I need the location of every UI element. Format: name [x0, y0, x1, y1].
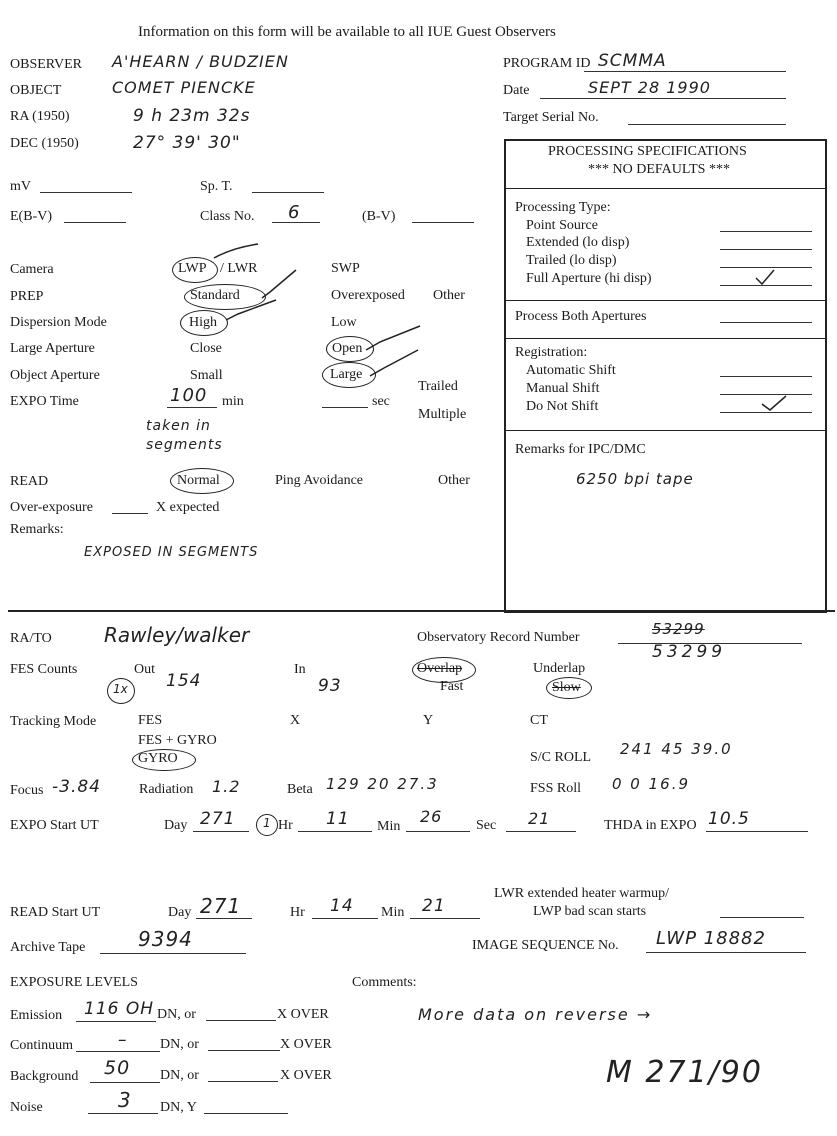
radiation-label: Radiation: [139, 782, 194, 797]
camera-label: Camera: [10, 262, 54, 277]
exposure-levels-label: EXPOSURE LEVELS: [10, 975, 138, 990]
swp-option: SWP: [331, 261, 360, 276]
radiation-value: 1.2: [212, 777, 241, 796]
ipc-remarks-label: Remarks for IPC/DMC: [515, 442, 646, 457]
high-option: High: [189, 315, 217, 330]
fes-gyro-option: FES + GYRO: [138, 733, 217, 748]
tracking-mode-label: Tracking Mode: [10, 714, 97, 729]
prep-check-icon: [262, 270, 296, 298]
focus-label: Focus: [10, 783, 44, 798]
overexposed-option: Overexposed: [331, 288, 405, 303]
class-no-value: 6: [288, 202, 301, 223]
registration-no-shift: Do Not Shift: [526, 399, 599, 414]
ct-label: CT: [530, 713, 548, 728]
large-check-icon: [370, 350, 418, 376]
large-aperture-label: Large Aperture: [10, 341, 95, 356]
continuum-dn-label: DN, or: [160, 1037, 199, 1052]
ra-label: RA (1950): [10, 109, 70, 124]
expo-mark: 1: [263, 816, 271, 830]
dec-value: 27° 39' 30": [133, 133, 241, 153]
processing-title: PROCESSING SPECIFICATIONS: [548, 144, 747, 159]
form-header: Information on this form will be available to all IUE Guest Observers: [138, 24, 556, 40]
observer-label: OBSERVER: [10, 57, 83, 72]
over-exposure-label: Over-exposure: [10, 500, 93, 515]
ra-value: 9 h 23m 32s: [133, 106, 251, 126]
object-aperture-label: Object Aperture: [10, 368, 100, 383]
read-min-value: 21: [422, 896, 446, 916]
expo-hr-value: 11: [326, 809, 350, 829]
object-value: COMET PIENCKE: [112, 78, 256, 97]
lwp-option: LWP: [178, 261, 207, 276]
expo-min-label: Min: [377, 819, 401, 834]
expo-hr-label: Hr: [278, 818, 293, 833]
emission-label: Emission: [10, 1008, 63, 1023]
obs-record-struck: 53299: [652, 620, 705, 638]
sc-roll-value: 241 45 39.0: [620, 740, 733, 758]
expo-note: taken in segments: [146, 418, 223, 453]
spt-label: Sp. T.: [200, 179, 233, 194]
x-expected-label: X expected: [156, 500, 220, 515]
comments-label: Comments:: [352, 975, 417, 990]
min-label: min: [222, 394, 244, 409]
fes-out-label: Out: [134, 662, 155, 677]
processing-type-trailed: Trailed (lo disp): [526, 253, 617, 268]
fes-option: FES: [138, 713, 163, 728]
process-both-label: Process Both Apertures: [515, 309, 647, 324]
noise-dn-label: DN, Y: [160, 1100, 197, 1115]
signature: M 271/90: [606, 1055, 763, 1090]
gyro-option: GYRO: [138, 751, 178, 766]
archive-tape-label: Archive Tape: [10, 940, 86, 955]
focus-value: -3.84: [52, 777, 101, 797]
prep-other-option: Other: [433, 288, 465, 303]
fes-in-value: 93: [318, 676, 342, 696]
processing-type-point: Point Source: [526, 218, 598, 233]
expo-time-label: EXPO Time: [10, 394, 79, 409]
overlap-option: Overlap: [417, 661, 463, 676]
bv-label: (B-V): [362, 209, 396, 224]
close-option: Close: [190, 341, 222, 356]
slow-option: Slow: [552, 680, 581, 695]
lwr-option: / LWR: [220, 261, 258, 276]
continuum-value: –: [118, 1030, 128, 1050]
lwr-heater-label: LWR extended heater warmup/: [494, 886, 670, 901]
comment-value: More data on reverse →: [418, 1005, 653, 1024]
class-no-label: Class No.: [200, 209, 255, 224]
expo-min-value: 26: [420, 807, 443, 826]
beta-value: 129 20 27.3: [326, 775, 439, 793]
fss-roll-value: 0 0 16.9: [612, 775, 691, 793]
open-check-icon: [366, 326, 420, 350]
multiple-option: Multiple: [418, 407, 467, 422]
ebv-label: E(B-V): [10, 209, 52, 224]
date-value: SEPT 28 1990: [588, 78, 711, 97]
read-min-label: Min: [381, 905, 405, 920]
read-hr-value: 14: [330, 896, 354, 916]
large-option: Large: [330, 367, 363, 382]
fss-roll-label: FSS Roll: [530, 781, 581, 796]
date-label: Date: [503, 83, 530, 98]
thda-label: THDA in EXPO: [604, 818, 697, 833]
expo-start-label: EXPO Start UT: [10, 818, 99, 833]
fes-counts-label: FES Counts: [10, 662, 78, 677]
normal-option: Normal: [177, 473, 220, 488]
image-seq-label: IMAGE SEQUENCE No.: [472, 938, 619, 953]
background-dn-label: DN, or: [160, 1068, 199, 1083]
read-label: READ: [10, 474, 49, 489]
sc-roll-label: S/C ROLL: [530, 750, 592, 765]
obs-record-value: 53299: [652, 642, 727, 662]
remarks-label: Remarks:: [10, 522, 64, 537]
expo-sec-value: 21: [528, 809, 551, 828]
registration-manual: Manual Shift: [526, 381, 600, 396]
registration-label: Registration:: [515, 345, 588, 360]
expo-time-value: 100: [170, 385, 208, 406]
expo-day-label: Day: [164, 818, 188, 833]
lwp-bad-label: LWP bad scan starts: [533, 904, 647, 919]
continuum-x-over-label: X OVER: [280, 1037, 332, 1052]
beta-label: Beta: [287, 782, 313, 797]
sec-label: sec: [372, 394, 390, 409]
fes-out-mark: 1x: [113, 682, 128, 696]
background-x-over-label: X OVER: [280, 1068, 332, 1083]
y-label: Y: [423, 713, 434, 728]
underlap-option: Underlap: [533, 661, 586, 676]
noise-value: 3: [118, 1088, 132, 1112]
emission-dn-label: DN, or: [157, 1007, 196, 1022]
program-id-value: SCMMA: [598, 51, 667, 71]
small-option: Small: [190, 368, 223, 383]
background-label: Background: [10, 1069, 79, 1084]
low-option: Low: [331, 315, 357, 330]
emission-value: 116 OH: [84, 999, 155, 1019]
target-serial-label: Target Serial No.: [503, 110, 599, 125]
mv-label: mV: [10, 179, 31, 194]
archive-tape-value: 9394: [138, 927, 193, 951]
processing-type-full: Full Aperture (hi disp): [526, 271, 652, 286]
prep-label: PREP: [10, 289, 44, 304]
thda-value: 10.5: [708, 809, 750, 829]
ra-to-value: Rawley/walker: [104, 623, 250, 647]
dispersion-label: Dispersion Mode: [10, 315, 107, 330]
camera-check-icon: [214, 244, 258, 258]
x-label: X: [290, 713, 301, 728]
noise-label: Noise: [10, 1100, 43, 1115]
read-day-label: Day: [168, 905, 192, 920]
read-day-value: 271: [200, 894, 242, 918]
dec-label: DEC (1950): [10, 136, 79, 151]
continuum-label: Continuum: [10, 1038, 74, 1053]
read-start-label: READ Start UT: [10, 905, 101, 920]
registration-auto: Automatic Shift: [526, 363, 616, 378]
processing-type-label: Processing Type:: [515, 200, 611, 215]
processing-subtitle: *** NO DEFAULTS ***: [588, 162, 730, 177]
expo-day-value: 271: [200, 809, 236, 829]
read-hr-label: Hr: [290, 905, 305, 920]
expo-sec-label: Sec: [476, 818, 497, 833]
obs-record-label: Observatory Record Number: [417, 630, 580, 645]
emission-x-over-label: X OVER: [277, 1007, 329, 1022]
object-label: OBJECT: [10, 83, 62, 98]
observer-value: A'HEARN / BUDZIEN: [112, 52, 289, 71]
open-option: Open: [332, 341, 363, 356]
ipc-remarks-value: 6250 bpi tape: [576, 470, 694, 488]
ping-option: Ping Avoidance: [275, 473, 364, 488]
fast-option: Fast: [440, 679, 464, 694]
read-other-option: Other: [438, 473, 470, 488]
ra-to-label: RA/TO: [10, 631, 52, 646]
full-aperture-check-icon: [756, 270, 774, 284]
do-not-shift-check-icon: [762, 396, 786, 410]
background-value: 50: [104, 1057, 131, 1079]
trailed-option: Trailed: [418, 379, 458, 394]
standard-option: Standard: [190, 288, 240, 303]
image-seq-value: LWP 18882: [656, 928, 766, 949]
remarks-value: EXPOSED IN SEGMENTS: [84, 545, 259, 560]
processing-type-extended: Extended (lo disp): [526, 235, 630, 250]
fes-in-label: In: [294, 662, 306, 677]
program-id-label: PROGRAM ID: [503, 56, 591, 71]
dispersion-check-icon: [226, 300, 276, 320]
fes-out-value: 154: [166, 671, 202, 691]
